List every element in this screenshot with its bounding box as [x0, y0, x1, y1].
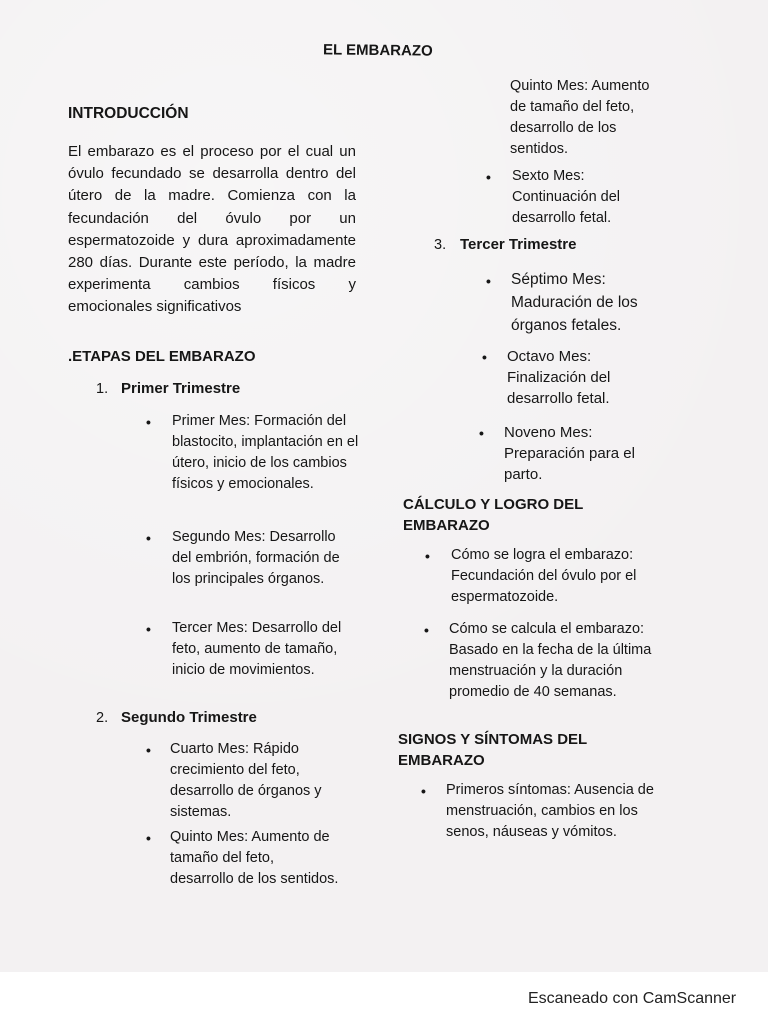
symptoms-item-1: Primeros síntomas: Ausencia de menstruación, cambios en los senos, náuseas y vómitos.: [446, 782, 654, 840]
calculation-heading: CÁLCULO Y LOGRO DEL EMBARAZO: [403, 496, 584, 534]
calculation-item-1: Cómo se logra el embarazo: Fecundación del óvulo por el espermatozoide.: [451, 547, 637, 605]
month-item-8: Octavo Mes: Finalización del desarrollo fetal.: [507, 348, 611, 407]
symptoms-heading: SIGNOS Y SÍNTOMAS DEL EMBARAZO: [398, 731, 587, 769]
month-item-6: Sexto Mes: Continuación del desarrollo fetal.: [512, 168, 621, 226]
month-item-5-overflow: Quinto Mes: Aumento de tamaño del feto, desarrollo de los sentidos.: [510, 78, 650, 157]
scanner-watermark: Escaneado con CamScanner: [528, 990, 737, 1007]
month-item-3: Tercer Mes: Desarrollo del feto, aumento de tamaño, inicio de movimientos.: [172, 620, 342, 678]
intro-heading: INTRODUCCIÓN: [68, 105, 189, 122]
bullet: •: [486, 169, 491, 185]
trimester-3-title: Tercer Trimestre: [460, 236, 577, 253]
trimester-1-title: Primer Trimestre: [121, 380, 241, 397]
month-item-7: Séptimo Mes: Maduración de los órganos fetales.: [511, 271, 638, 334]
trimester-2-title: Segundo Trimestre: [121, 709, 257, 726]
trimester-1-number: 1.: [96, 381, 109, 397]
month-item-2: Segundo Mes: Desarrollo del embrión, formación de los principales órganos.: [172, 529, 340, 587]
bullet: •: [482, 349, 487, 365]
bullet: •: [146, 530, 151, 546]
month-item-9: Noveno Mes: Preparación para el parto.: [504, 424, 635, 483]
month-item-1: Primer Mes: Formación del blastocito, implantación en el útero, inicio de los cambios físicos y emocionales.: [172, 413, 359, 492]
trimester-2-number: 2.: [96, 710, 109, 726]
trimester-3-number: 3.: [434, 237, 447, 253]
month-item-4: Cuarto Mes: Rápido crecimiento del feto, desarrollo de órganos y sistemas.: [170, 741, 322, 820]
month-item-5-start: Quinto Mes: Aumento de tamaño del feto, desarrollo de los sentidos.: [170, 829, 339, 887]
bullet: •: [421, 783, 426, 799]
bullet: •: [424, 622, 429, 638]
bullet: •: [479, 425, 484, 441]
intro-paragraph: El embarazo es el proceso por el cual un óvulo fecundado se desarrolla dentro del útero de la madre. Comienza con la fecundación del óvulo por un espermatozoide y dura aproximadamente 280 días. Durante este período, la madre experimenta cambios físicos y emocionales significativos: [68, 143, 356, 316]
bullet: •: [146, 830, 151, 846]
bullet: •: [146, 414, 151, 430]
document-title: EL EMBARAZO: [322, 41, 433, 60]
bullet: •: [486, 273, 491, 289]
calculation-item-2: Cómo se calcula el embarazo: Basado en la fecha de la última menstruación y la duración promedio de 40 semanas.: [449, 621, 652, 700]
bullet: •: [146, 742, 151, 758]
month-item-5-continued: [510, 78, 650, 160]
bullet: •: [425, 548, 430, 564]
bullet: •: [146, 621, 151, 637]
stages-heading: .ETAPAS DEL EMBARAZO: [68, 348, 256, 365]
